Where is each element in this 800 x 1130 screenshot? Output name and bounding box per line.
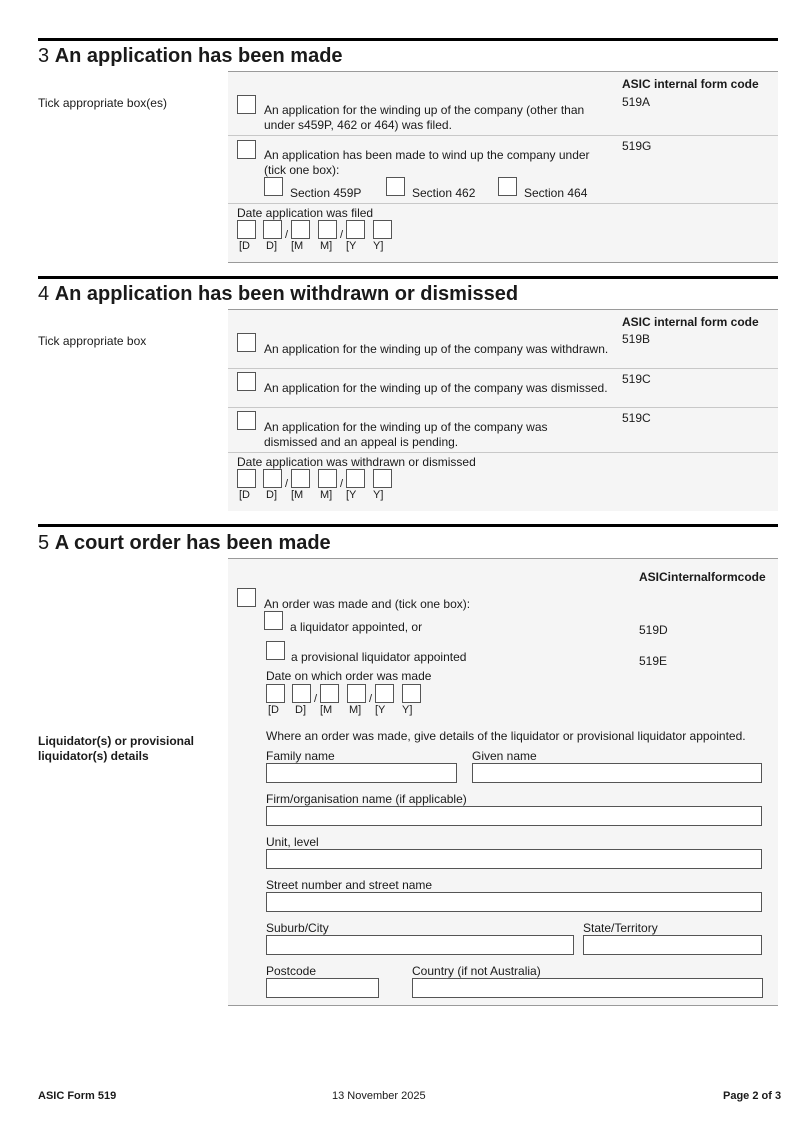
footer-page-number: Page 2 of 3 [723,1090,782,1102]
section-4-panel: ASIC internal form code An application for the winding up of the company was withdrawn. 519B An application for the winding up of the company was dismissed. 519C An application for the winding up of the company was dismissed and an appeal is pending. 519C Date application was withdrawn or dismissed / / [D D] [M M] [Y Y] [228,309,778,511]
option-519g-line1: An application has been made to wind up the company under [264,148,590,162]
code-519g: 519G [622,139,652,153]
option-519a-line2: under s459P, 462 or 464) was filed. [264,118,452,132]
checkbox-519d[interactable] [264,611,283,630]
section-3-code-heading: ASIC internal form code [622,77,759,91]
option-519b-text: An application for the winding up of the company was withdrawn. [264,342,609,356]
section-3-panel: ASIC internal form code An application for the winding up of the company (other than under s459P, 462 or 464) was filed. 519A An application has been made to wind up the company under (tick one box): 519G Section 459P Section 462 Section 464 Date application was filed / / [D D] [M M] [Y Y] [228,71,778,263]
order-date-day-2[interactable] [292,684,311,703]
date-withdrawn-year-2[interactable] [373,469,392,488]
order-date-year-2[interactable] [402,684,421,703]
state-label: State/Territory [583,921,658,935]
code-519c-appeal: 519C [622,411,651,425]
date-filed-month-2[interactable] [318,220,337,239]
checkbox-section-462[interactable] [386,177,405,196]
section-4-code-heading: ASIC internal form code [622,315,759,329]
date-withdrawn-day-1[interactable] [237,469,256,488]
section-5-top-rule [38,524,778,527]
section-3-date-label: Date application was filed [237,206,374,220]
checkbox-519c-dismissed[interactable] [237,372,256,391]
label-section-464: Section 464 [524,186,588,200]
checkbox-519a[interactable] [237,95,256,114]
checkbox-519c-appeal[interactable] [237,411,256,430]
date-withdrawn-month-1[interactable] [291,469,310,488]
section-4-date-label: Date application was withdrawn or dismissed [237,455,476,469]
order-date-year-1[interactable] [375,684,394,703]
details-intro: Where an order was made, give details of the liquidator or provisional liquidator appointed. [266,729,746,743]
label-section-462: Section 462 [412,186,476,200]
order-date-day-1[interactable] [266,684,285,703]
suburb-field[interactable] [266,935,574,955]
order-date-label: Date on which order was made [266,669,432,683]
date-filed-year-1[interactable] [346,220,365,239]
section-4-title: 4 An application has been withdrawn or dismissed [38,283,519,305]
option-519e-text: a provisional liquidator appointed [291,650,467,664]
section-5-code-heading: ASICinternalformcode [639,570,766,584]
checkbox-order-made[interactable] [237,588,256,607]
date-filed-year-2[interactable] [373,220,392,239]
firm-label: Firm/organisation name (if applicable) [266,792,467,806]
date-withdrawn-month-2[interactable] [318,469,337,488]
section-5-panel: ASICinternalformcode An order was made and (tick one box): a liquidator appointed, or 519D a provisional liquidator appointed 519E Date on which order was made / / [D D] [M M] [Y Y] Where an order was made, give details of the liquidator or provisional liquidator appointed. Family name Given name Firm/organisation name (if applicable) Unit, level Street number and street name Suburb/City State/Territory Postcode Country (if not Australia) [228,558,778,1006]
section-4-side-label: Tick appropriate box [38,334,147,348]
checkbox-519e[interactable] [266,641,285,660]
order-date-month-1[interactable] [320,684,339,703]
section-3-title: 3 An application has been made [38,45,343,67]
code-519b: 519B [622,332,651,346]
code-519a: 519A [622,95,651,109]
section-4-top-rule [38,276,778,279]
street-label: Street number and street name [266,878,433,892]
option-519c-appeal-line1: An application for the winding up of the company was [264,420,548,434]
country-field[interactable] [412,978,763,998]
date-withdrawn-day-2[interactable] [263,469,282,488]
given-name-field[interactable] [472,763,762,783]
checkbox-section-459p[interactable] [264,177,283,196]
code-519e: 519E [639,654,668,668]
family-name-label: Family name [266,749,335,763]
given-name-label: Given name [472,749,537,763]
section-5-side-label: Liquidator(s) or provisional liquidator(s) details [38,734,195,763]
country-label: Country (if not Australia) [412,964,541,978]
footer-form-name: ASIC Form 519 [38,1090,117,1102]
section-3-side-label: Tick appropriate box(es) [38,96,167,110]
footer-date: 13 November 2025 [332,1090,426,1102]
code-519c-dismissed: 519C [622,372,651,386]
checkbox-519g[interactable] [237,140,256,159]
checkbox-519b[interactable] [237,333,256,352]
label-section-459p: Section 459P [290,186,362,200]
state-field[interactable] [583,935,762,955]
unit-label: Unit, level [266,835,319,849]
postcode-field[interactable] [266,978,379,998]
date-filed-day-2[interactable] [263,220,282,239]
order-made-text: An order was made and (tick one box): [264,597,471,611]
section-5-title: 5 A court order has been made [38,532,331,554]
date-filed-month-1[interactable] [291,220,310,239]
order-date-month-2[interactable] [347,684,366,703]
section-3-top-rule [38,38,778,41]
unit-field[interactable] [266,849,762,869]
option-519c-appeal-line2: dismissed and an appeal is pending. [264,435,459,449]
date-withdrawn-year-1[interactable] [346,469,365,488]
postcode-label: Postcode [266,964,317,978]
option-519g-line2: (tick one box): [264,163,340,177]
street-field[interactable] [266,892,762,912]
option-519a-line1: An application for the winding up of the company (other than [264,103,585,117]
option-519d-text: a liquidator appointed, or [290,620,423,634]
family-name-field[interactable] [266,763,457,783]
firm-field[interactable] [266,806,762,826]
checkbox-section-464[interactable] [498,177,517,196]
option-519c-dismissed-text: An application for the winding up of the company was dismissed. [264,381,608,395]
date-filed-day-1[interactable] [237,220,256,239]
code-519d: 519D [639,623,668,637]
suburb-label: Suburb/City [266,921,329,935]
